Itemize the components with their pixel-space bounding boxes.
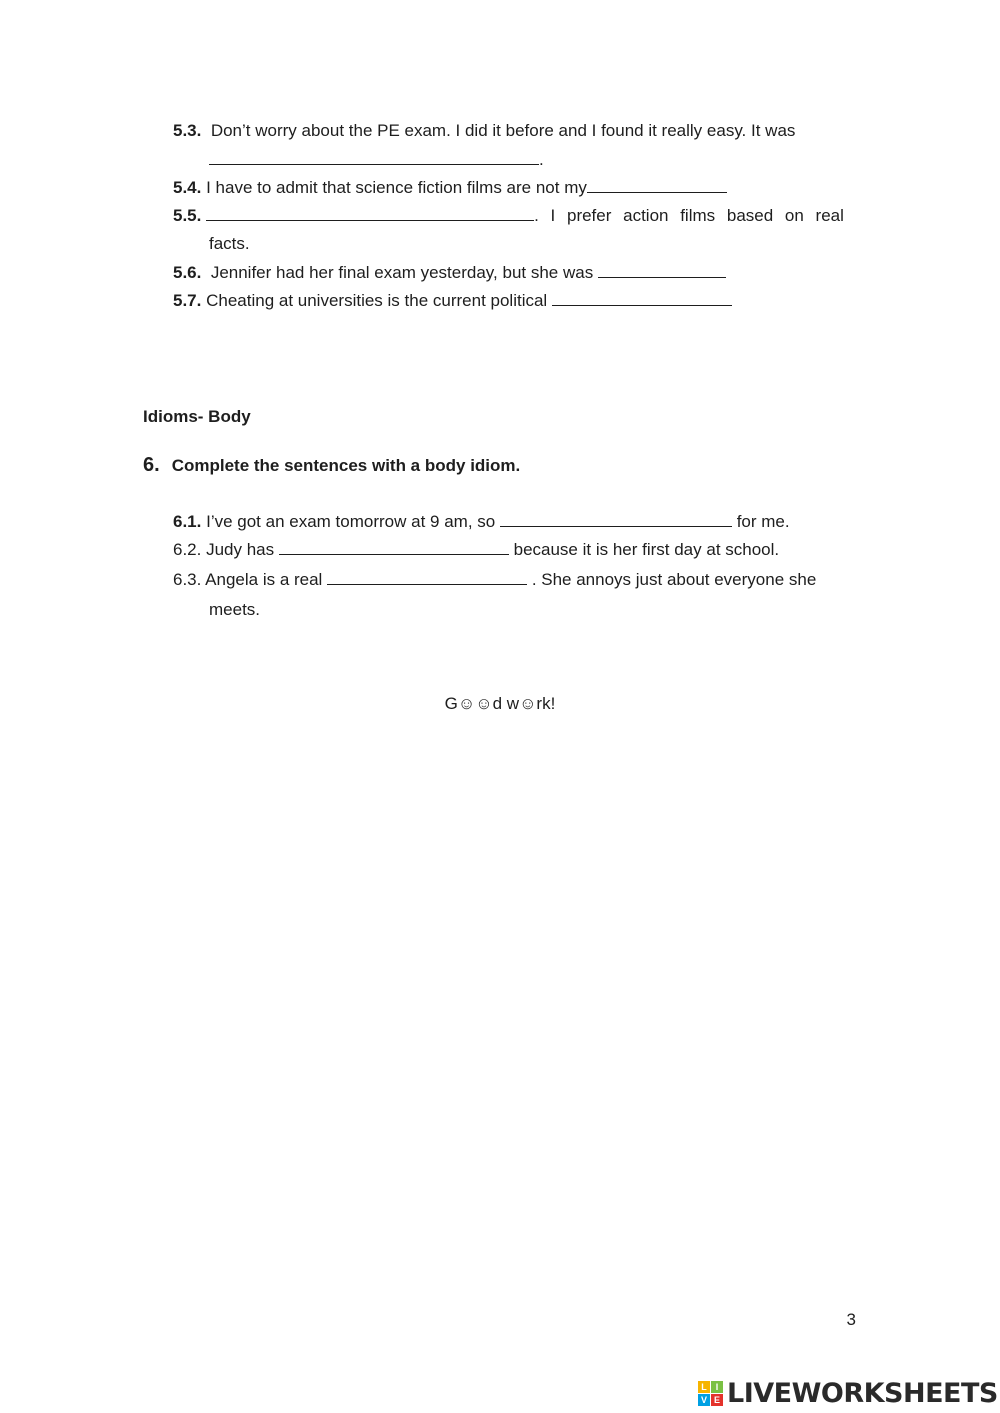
item-5-3-answer-line bbox=[209, 149, 544, 171]
item-5-7 bbox=[173, 290, 732, 312]
item-text-before: Judy has bbox=[206, 540, 275, 559]
item-number: 6.3. bbox=[173, 570, 202, 589]
answer-blank[interactable] bbox=[598, 263, 726, 278]
item-text: Don’t worry about the PE exam. I did it before and I found it really easy. It was bbox=[210, 121, 796, 140]
item-text-before: I’ve got an exam tomorrow at 9 am, so bbox=[206, 512, 496, 531]
badge-letter: E bbox=[711, 1394, 723, 1406]
badge-letter: I bbox=[711, 1381, 723, 1393]
item-text-after: for me. bbox=[736, 512, 790, 531]
answer-blank[interactable] bbox=[279, 540, 509, 555]
question-6-instruction bbox=[143, 454, 520, 477]
item-5-6 bbox=[173, 262, 726, 284]
answer-blank[interactable] bbox=[587, 178, 727, 193]
item-number: 5.5. bbox=[173, 206, 202, 225]
answer-blank[interactable] bbox=[500, 512, 732, 527]
item-number: 5.4. bbox=[173, 178, 202, 197]
closing-message: G☺☺d w☺rk! bbox=[444, 694, 556, 713]
item-number: 5.6. bbox=[173, 263, 202, 282]
answer-blank[interactable] bbox=[327, 570, 527, 585]
item-text-before: Angela is a real bbox=[205, 570, 323, 589]
item-text: I have to admit that science fiction films are not my bbox=[206, 178, 587, 197]
question-text: Complete the sentences with a body idiom. bbox=[171, 456, 521, 475]
liveworksheets-logo[interactable] bbox=[698, 1377, 998, 1409]
item-5-3 bbox=[173, 120, 795, 142]
item-5-5-continuation bbox=[209, 233, 250, 255]
item-text-cont: meets. bbox=[209, 600, 261, 619]
live-badge-icon bbox=[698, 1381, 723, 1406]
item-text: Jennifer had her final exam yesterday, but she was bbox=[210, 263, 594, 282]
item-5-4 bbox=[173, 177, 727, 199]
item-6-1 bbox=[173, 511, 790, 533]
item-number: 5.3. bbox=[173, 121, 202, 140]
brand-name: LIVEWORKSHEETS bbox=[727, 1377, 998, 1409]
answer-blank[interactable] bbox=[209, 150, 539, 165]
item-6-2 bbox=[173, 539, 779, 561]
item-number: 6.1. bbox=[173, 512, 202, 531]
question-number: 6. bbox=[143, 454, 160, 476]
item-number: 6.2. bbox=[173, 540, 202, 559]
item-text-after: . bbox=[539, 150, 544, 169]
page-number: 3 bbox=[846, 1310, 856, 1329]
item-5-5 bbox=[173, 205, 856, 227]
item-6-3 bbox=[173, 569, 816, 591]
item-text-cont: facts. bbox=[209, 234, 250, 253]
item-text-after: . I prefer action films based on real bbox=[534, 206, 844, 225]
item-text: Cheating at universities is the current political bbox=[206, 291, 548, 310]
item-text-after: . She annoys just about everyone she bbox=[531, 570, 817, 589]
item-6-3-continuation bbox=[209, 599, 260, 621]
section-title: Idioms- Body bbox=[143, 407, 251, 426]
badge-letter: L bbox=[698, 1381, 710, 1393]
answer-blank[interactable] bbox=[552, 291, 732, 306]
badge-letter: V bbox=[698, 1394, 710, 1406]
item-number: 5.7. bbox=[173, 291, 202, 310]
item-text-after: because it is her first day at school. bbox=[513, 540, 780, 559]
answer-blank[interactable] bbox=[206, 206, 534, 221]
